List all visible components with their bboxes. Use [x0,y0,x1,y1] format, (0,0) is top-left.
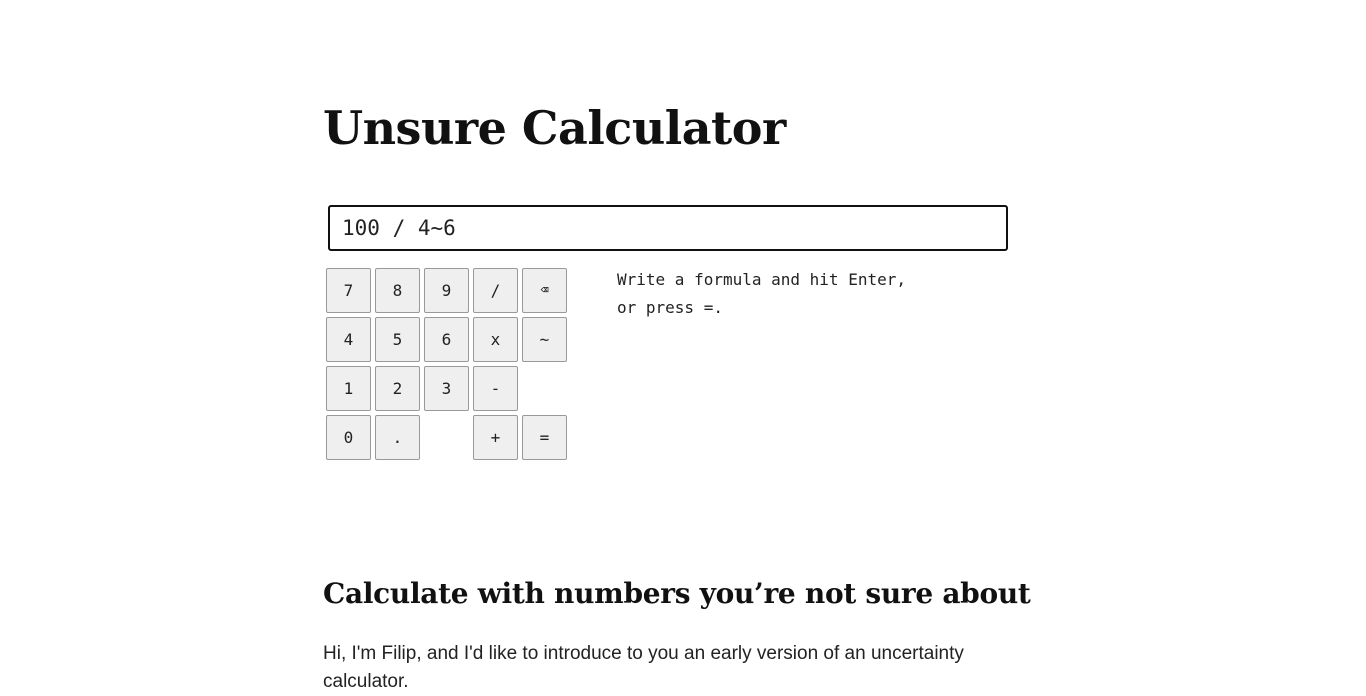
key-decimal[interactable]: . [375,415,420,460]
key-backspace[interactable]: ⌫ [522,268,567,313]
key-divide[interactable]: / [473,268,518,313]
formula-hint: Write a formula and hit Enter, or press =. [617,270,906,317]
key-5[interactable]: 5 [375,317,420,362]
page-title: Unsure Calculator [323,101,786,155]
formula-input[interactable] [328,205,1008,251]
key-2[interactable]: 2 [375,366,420,411]
key-equals[interactable]: = [522,415,567,460]
key-7[interactable]: 7 [326,268,371,313]
key-6[interactable]: 6 [424,317,469,362]
key-multiply[interactable]: x [473,317,518,362]
key-9[interactable]: 9 [424,268,469,313]
intro-paragraph: Hi, I'm Filip, and I'd like to introduce to you an early version of an uncertainty calculator. [323,643,964,692]
key-tilde[interactable]: ~ [522,317,567,362]
key-4[interactable]: 4 [326,317,371,362]
key-3[interactable]: 3 [424,366,469,411]
key-plus[interactable]: + [473,415,518,460]
section-heading: Calculate with numbers you’re not sure about [323,577,1031,610]
keypad [326,268,571,461]
key-8[interactable]: 8 [375,268,420,313]
key-0[interactable]: 0 [326,415,371,460]
key-minus[interactable]: - [473,366,518,411]
key-1[interactable]: 1 [326,366,371,411]
